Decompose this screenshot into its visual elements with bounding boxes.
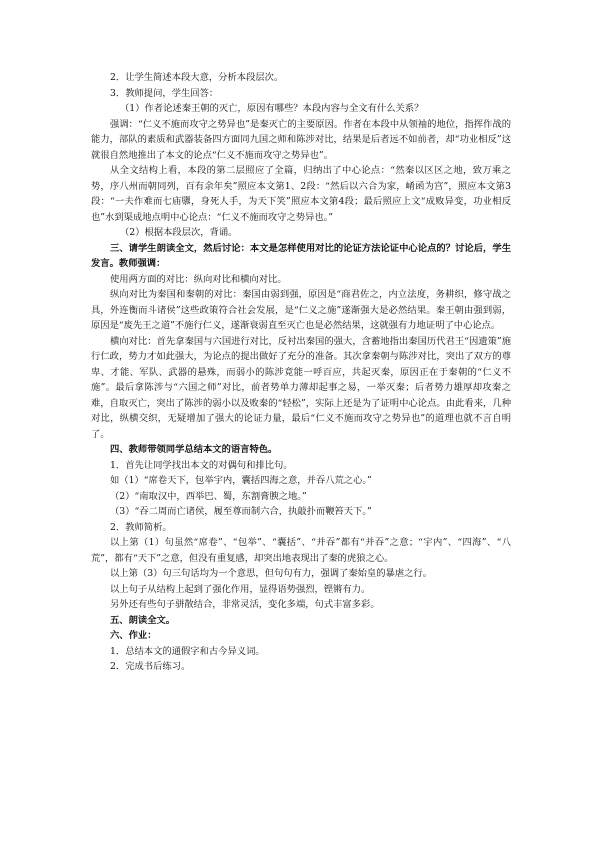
paragraph: 如（1）“席卷天下，包举宇内，囊括四海之意，并吞八荒之心。”	[110, 475, 372, 486]
paragraph: （3）“吞二周而亡诸侯，履至尊而制六合，执敲扑而鞭笞天下。”	[110, 506, 372, 517]
section-heading: 四、教师带领同学总结本文的语言特色。	[110, 444, 278, 455]
paragraph: 2．让学生简述本段大意，分析本段层次。	[110, 72, 284, 83]
paragraph: 横向对比：首先拿秦国与六国进行对比，反衬出秦国的强大，含蓄地指出秦国历代君王“因遗策”施行仁政，势力才如此强大，为论点的提出做好了充分的准备。其次拿秦朝与陈涉对比，突出了双方的尊卑、才能、军队、武器的悬殊，而弱小的陈涉竟能一呼百应，共起灭秦，原因正在于秦朝的“仁义不施”。最后拿陈涉与“六国之师”对比，前者势单力薄却起事之易，一举灭秦；后者势力雄厚却攻秦之难，自取灭亡，突出了陈涉的弱小以及败秦的“轻松”，实际上还是为了证明中心论点。由此看来，几种对比，纵横交织，无疑增加了强大的论证力量，最后“仁义不施而攻守之势异也”的道理也就不言自明了。	[91, 335, 511, 440]
paragraph: 强调：“仁义不施而攻守之势异也”是秦灭亡的主要原因。作者在本段中从领袖的地位，指挥作战的能力，部队的素质和武器装备四方面同九国之师和陈涉对比，结果是后者远不如前者，却“功业相反”这就很自然地推出了本文的论点“仁义不施而攻守之势异也”。	[91, 118, 511, 161]
paragraph: 另外还有些句子骈散结合，非常灵活，变化多端，句式丰富多彩。	[110, 599, 380, 610]
document-body	[91, 70, 511, 675]
paragraph: （1）作者论述秦王朝的灭亡，原因有哪些？本段内容与全文有什么关系？	[120, 103, 424, 114]
paragraph: 1．首先让同学找出本文的对偶句和排比句。	[110, 459, 293, 471]
paragraph: 1．总结本文的通假字和古今异义词。	[110, 645, 265, 657]
paragraph: 2．完成书后练习。	[110, 661, 191, 672]
section-heading: 三、请学生朗读全文，然后讨论：本文是怎样使用对比的论证方法论证中心论点的？讨论后，学生发言。教师强调：	[91, 242, 511, 269]
paragraph: 3．教师提问，学生回答：	[110, 87, 219, 99]
section-heading: 五、朗读全文。	[110, 614, 176, 626]
paragraph: 从全文结构上看，本段的第二层照应了全篇，归纳出了中心论点：“然秦以区区之地，致万乘之势，序八州而朝同列，百有余年矣”照应本文第1、2段：“然后以六合为家，崤函为宫”，照应本文第3段：“一夫作难而七庙隳，身死人手，为天下笑”照应本文第4段；最后照应上文“成败异变，功业相反也”水到渠成地点明中心论点：“仁义不施而攻守之势异也。”	[91, 165, 511, 223]
paragraph: （2）根据本段层次，背诵。	[120, 227, 238, 238]
section-heading: 六、作业：	[110, 630, 157, 641]
paragraph: 以上第（3）句三句话均为一个意思，但句句有力，强调了秦始皇的暴虐之行。	[110, 568, 433, 579]
paragraph: 纵向对比为秦国和秦朝的对比：秦国由弱到强，原因是“商君佐之，内立法度，务耕织，修守战之具，外连衡而斗诸侯”这些政策符合社会发展，是“仁义之施”遂渐强大是必然结果。秦王朝由强到弱，原因是“废先王之道”不施行仁义，遂渐衰弱直至灭亡也是必然结果，这就强有力地证明了中心论点。	[91, 289, 511, 331]
paragraph: 以上句子从结构上起到了强化作用，显得语势强烈，铿锵有力。	[110, 583, 371, 595]
paragraph: 以上第（1）句虽然“席卷”、“包举”、“囊括”、“并吞”都有“并吞”之意；“宇内”、“四海”、“八荒”，都有“天下”之意，但没有重复感，却突出地表现出了秦的虎狼之心。	[91, 537, 511, 564]
paragraph: 使用两方面的对比：纵向对比和横向对比。	[110, 273, 287, 285]
paragraph: （2）“南取汉中，西举巴、蜀，东割膏腴之地。”	[110, 490, 307, 502]
paragraph: 2．教师简析。	[110, 521, 172, 533]
